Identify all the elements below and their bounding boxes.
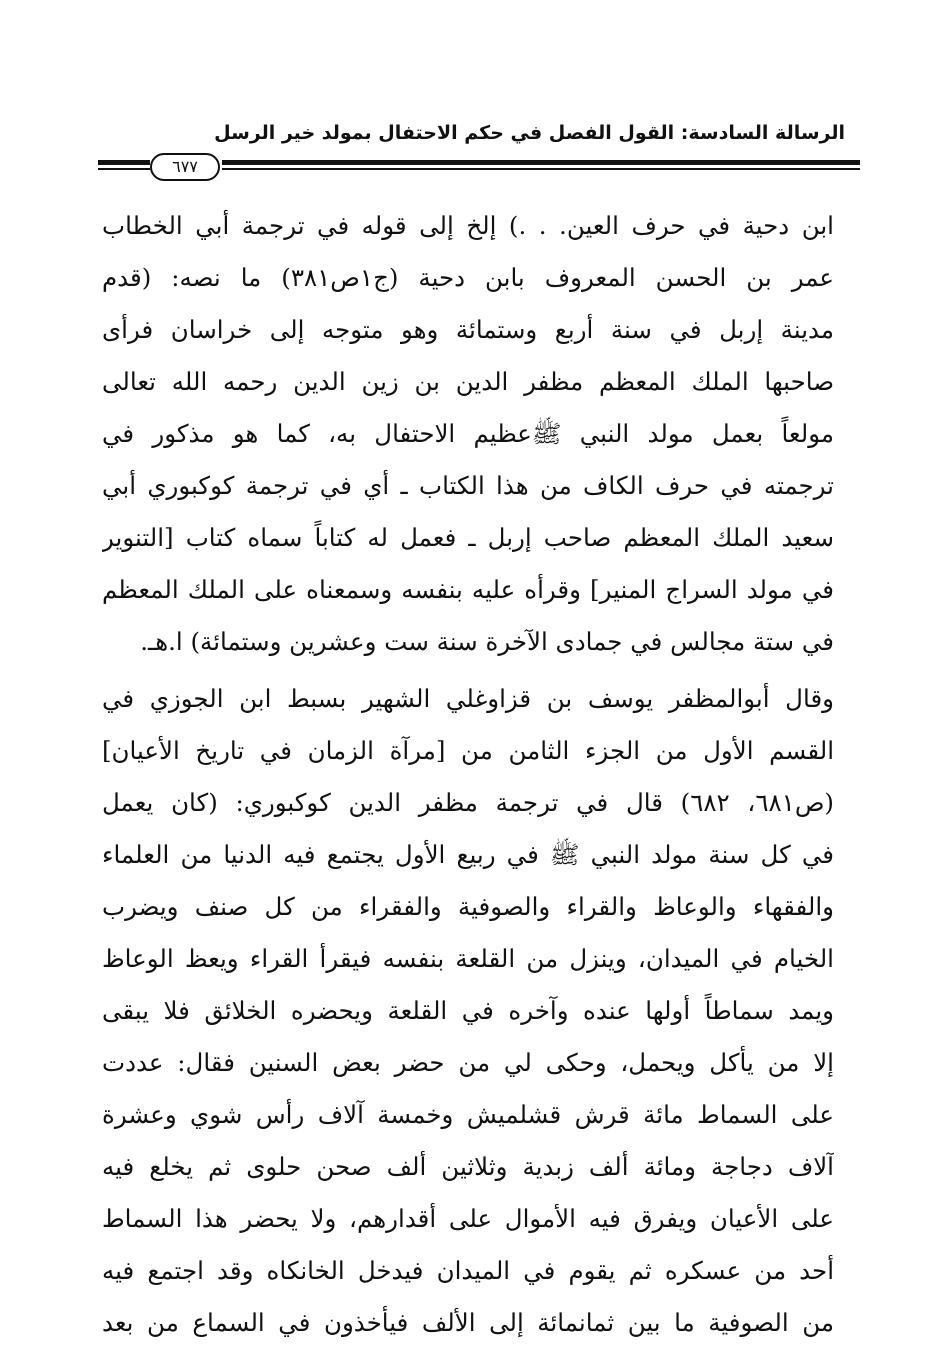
page-number: ٦٧٧ [150,153,220,181]
text-line: (ص٦٨١، ٦٨٢) قال في ترجمة مظفر الدين كوكبوري: (كان يعمل [102,788,834,817]
text-line: في مولد السراج المنير] وقرأه عليه بنفسه وسمعناه على الملك المعظم [102,575,834,604]
text-line: سعيد الملك المعظم صاحب إربل ـ فعمل له كتاباً سماه كتاب [التنوير [102,523,834,552]
text-line: والفقهاء والوعاظ والقراء والصوفية والفقراء من كل صنف ويضرب [102,892,834,921]
text-line: وقال أبوالمظفر يوسف بن قزاوغلي الشهير بسبط ابن الجوزي في [102,684,834,713]
text-line: الخيام في الميدان، وينزل من القلعة بنفسه فيقرأ القراء ويعظ الوعاظ [102,944,834,973]
text-line: ابن دحية في حرف العين. . .) إلخ إلى قوله في ترجمة أبي الخطاب [102,211,834,240]
header-rule-left [98,156,150,176]
text-line: في كل سنة مولد النبي ﷺ في ربيع الأول يجتمع فيه الدنيا من العلماء [102,840,834,869]
text-line: على السماط مائة قرش قشلميش وخمسة آلاف رأس شوي وعشرة [102,1100,834,1129]
body-text [102,200,834,1349]
header-rule-right [222,156,860,176]
text-line: إلا من يأكل ويحمل، وحكى لي من حضر بعض السنين فقال: عددت [102,1048,834,1077]
running-title: الرسالة السادسة: القول الفصل في حكم الاحتفال بمولد خير الرسل [214,122,845,144]
text-line: ويمد سماطاً أولها عنده وآخره في القلعة ويحضره الخلائق فلا يبقى [102,996,834,1025]
text-line: في ستة مجالس في جمادى الآخرة سنة ست وعشرين وستمائة) ا.هـ. [140,627,834,656]
text-line: صاحبها الملك المعظم مظفر الدين بن زين الدين رحمه الله تعالى [102,367,834,396]
text-line: القسم الأول من الجزء الثامن من [مرآة الزمان في تاريخ الأعيان] [102,736,834,765]
text-line: آلاف دجاجة ومائة ألف زبدية وثلاثين ألف صحن حلوى ثم يخلع فيه [102,1152,834,1181]
text-line: على الأعيان ويفرق فيه الأموال على أقدارهم، ولا يحضر هذا السماط [102,1204,834,1233]
text-line: مدينة إربل في سنة أربع وستمائة وهو متوجه إلى خراسان فرأى [102,315,834,344]
paragraph-2 [102,673,834,1349]
text-line: من الصوفية ما بين ثمانمائة إلى الألف فيأخذون في السماع من بعد [102,1308,834,1337]
text-line: أحد من عسكره ثم يقوم في الميدان فيدخل الخانكاه وقد اجتمع فيه [102,1256,834,1285]
paragraph-1 [102,200,834,668]
text-line: عمر بن الحسن المعروف بابن دحية (ج١ص٣٨١) ما نصه: (قدم [102,263,834,292]
text-line: مولعاً بعمل مولد النبي ﷺعظيم الاحتفال به، كما هو مذكور في [102,419,834,448]
text-line: ترجمته في حرف الكاف من هذا الكتاب ـ أي في ترجمة كوكبوري أبي [102,471,834,500]
